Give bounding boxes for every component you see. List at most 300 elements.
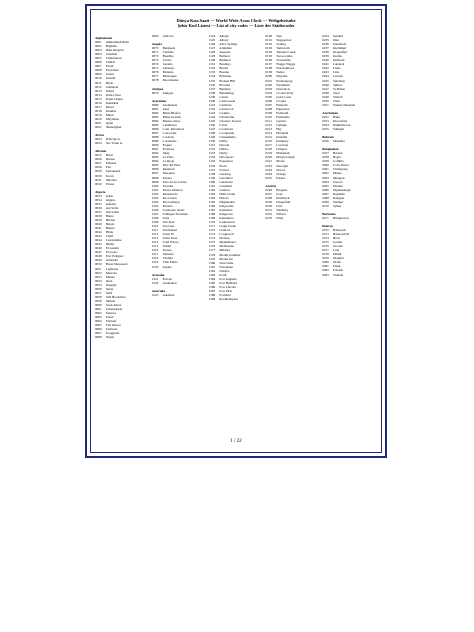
- city-name: Bejaia: [105, 222, 115, 227]
- city-code: 0215: [265, 135, 272, 140]
- city-code: 0073: [151, 58, 159, 63]
- city-name: Babruysk: [333, 228, 346, 233]
- city-code: 0227: [265, 191, 272, 196]
- city-code: 0100: [151, 183, 159, 188]
- city-code: 0221: [265, 159, 272, 164]
- city-name: Portland: [219, 293, 231, 297]
- city-code: 0033: [95, 193, 102, 198]
- city-code: 0087: [151, 130, 159, 135]
- city-code: 0166: [208, 203, 216, 208]
- city-code: 0155: [208, 159, 216, 164]
- city-code: 0094: [151, 159, 159, 164]
- city-name: Klagenfurt: [276, 199, 291, 204]
- city-code: 0211: [265, 118, 272, 123]
- city-name: Vitebsk: [332, 272, 344, 277]
- country-heading: Angola: [151, 42, 162, 47]
- city-name: Baku: [333, 114, 340, 119]
- city-name: Buenos Aires: [162, 118, 181, 123]
- city-name: Linz: [333, 70, 340, 75]
- city-name: Touggourt: [105, 331, 120, 336]
- city-name: Hay: [276, 127, 282, 132]
- city-name: Kununurra: [219, 216, 234, 221]
- city-code: 0229: [265, 199, 272, 204]
- city-name: Camooweal: [219, 98, 236, 103]
- city-code: 0093: [151, 155, 159, 160]
- city-name: Derby: [219, 151, 228, 156]
- city-code: 0068: [95, 335, 102, 340]
- city-name: Kingscote: [219, 212, 233, 217]
- city-name: Mascara: [105, 270, 117, 275]
- city-name: Meekatharra: [219, 240, 237, 245]
- city-code: 0054: [95, 278, 102, 283]
- city-code: 0170: [208, 220, 216, 225]
- city-name: Bogra: [333, 155, 342, 160]
- city-code: 0192: [265, 42, 272, 47]
- city-name: Adelaide: [162, 292, 175, 297]
- city-name: Imst: [333, 38, 339, 43]
- city-name: Baghlan: [105, 44, 117, 49]
- city-name: Broome: [219, 82, 231, 87]
- city-code: 0247: [322, 86, 329, 91]
- city-name: Moree: [276, 159, 285, 164]
- city-name: Gazni: [105, 72, 114, 77]
- city-code: 0190: [265, 34, 272, 38]
- city-name: Gympie: [276, 123, 287, 128]
- city-code: 0264: [322, 179, 329, 184]
- city-name: Barisal: [333, 151, 343, 156]
- city-code: 0130: [208, 58, 216, 63]
- city-code: 0149: [208, 135, 216, 140]
- city-name: Manama: [333, 139, 345, 144]
- city-code: 0124: [208, 34, 216, 38]
- city-name: Steyr: [333, 90, 340, 95]
- city-code: 0112: [151, 232, 159, 237]
- city-name: Dhaka: [333, 171, 342, 176]
- city-name: La Plata: [162, 155, 174, 160]
- city-name: Kitzbühel: [333, 46, 347, 51]
- city-code: 0123: [151, 292, 159, 297]
- city-code: 0248: [322, 90, 329, 95]
- city-code: 0017: [95, 104, 102, 109]
- city-code: 0222: [265, 163, 272, 168]
- city-name: Hassi Messaoud: [105, 262, 128, 267]
- city-code: 0209: [265, 110, 272, 115]
- city-code: 0023: [95, 137, 102, 142]
- city-name: Coolgardie: [219, 131, 235, 136]
- city-name: Norfolk Is.: [276, 86, 291, 91]
- city-name: Wagga Wagga: [276, 62, 296, 67]
- city-name: Baranovichi: [333, 232, 350, 237]
- city-code: 0037: [95, 209, 102, 214]
- city-code: 0031: [95, 177, 102, 182]
- city-name: Charleville: [219, 114, 235, 119]
- city-name: Alice Springs: [219, 42, 238, 47]
- city-name: Lobito: [162, 58, 172, 63]
- city-code: 0172: [208, 228, 216, 233]
- city-code: 0085: [151, 122, 159, 127]
- city-name: Farah: [105, 64, 114, 69]
- city-code: 0092: [151, 151, 159, 156]
- city-name: Leigh Creek: [219, 224, 236, 229]
- city-code: 0151: [208, 143, 216, 148]
- city-code: 0062: [95, 311, 102, 316]
- country-heading: Afghanistan: [95, 36, 113, 40]
- city-code: 0213: [265, 127, 272, 132]
- city-name: Avellaneda: [162, 102, 178, 107]
- city-code: 0184: [208, 276, 216, 281]
- city-name: Adrar: [105, 193, 114, 198]
- city-code: 0091: [151, 147, 159, 152]
- country-heading: Belarus: [322, 223, 333, 228]
- city-name: Devonport: [219, 155, 234, 160]
- city-name: Kirovabad: [333, 118, 347, 123]
- city-name: Port Augusta: [219, 276, 237, 281]
- city-name: Perth: [219, 272, 227, 277]
- city-name: Eucla: [219, 163, 227, 168]
- city-name: Saidpur: [333, 199, 344, 204]
- city-code: 0070: [151, 46, 159, 51]
- city-code: 0015: [95, 96, 102, 101]
- country-heading: Azerbaijan: [322, 110, 338, 115]
- city-code: 0074: [151, 62, 159, 67]
- city-code-column-4: [265, 34, 320, 430]
- section-spacer: [322, 107, 377, 109]
- city-name: Khulna: [333, 183, 343, 188]
- city-name: Rockhampton: [219, 297, 238, 302]
- city-name: Launceston: [219, 220, 235, 225]
- city-name: Innsbruck: [333, 42, 347, 47]
- city-code: 0267: [322, 191, 329, 196]
- city-code: 0131: [208, 62, 216, 67]
- city-code: 0135: [208, 78, 216, 83]
- city-code: 0240: [322, 58, 329, 63]
- city-code: 0144: [208, 114, 216, 119]
- city-code: 0019: [95, 112, 102, 117]
- section-spacer: [95, 186, 150, 188]
- city-code: 0128: [208, 50, 216, 55]
- city-name: Biskra: [105, 226, 115, 231]
- section-spacer: [265, 180, 320, 182]
- city-code: 0120: [151, 264, 159, 269]
- city-code: 0121: [151, 276, 159, 281]
- city-name: Maymana: [105, 116, 120, 121]
- city-name: El Asnam: [105, 246, 119, 251]
- city-name: Albury: [219, 38, 229, 43]
- city-code: 0217: [265, 143, 272, 148]
- city-code: 0204: [265, 90, 272, 95]
- city-code: 0257: [322, 151, 329, 156]
- city-code: 0225: [265, 175, 272, 180]
- city-code-column-1: [95, 34, 150, 430]
- city-name: Kalgoorlie: [219, 203, 234, 208]
- city-name: Setif: [105, 290, 113, 295]
- city-name: Kalat-i-Pakh: [105, 96, 123, 101]
- city-name: Fremantle: [276, 114, 290, 119]
- city-code: 0119: [151, 260, 159, 265]
- section-spacer: [152, 83, 207, 85]
- city-code: 0010: [95, 76, 102, 81]
- city-name: Santa Fe: [162, 232, 175, 237]
- city-name: Longreach: [219, 232, 234, 237]
- city-code: 0224: [265, 171, 272, 176]
- city-code: 0137: [208, 86, 216, 91]
- city-name: Mildura: [219, 248, 231, 253]
- city-name: Warrnambool: [276, 66, 295, 71]
- city-name: Exmouth: [276, 110, 289, 115]
- city-code: 0272: [322, 228, 329, 233]
- city-name: Leoben: [333, 74, 343, 79]
- city-code: 0258: [322, 155, 329, 160]
- city-code: 0197: [265, 62, 272, 67]
- city-code: 0200: [265, 74, 272, 79]
- city-name: Ghardaia: [105, 258, 118, 263]
- city-name: Pinsk: [333, 264, 341, 269]
- city-name: Port Hedland: [219, 280, 237, 285]
- city-name: Lismore: [219, 228, 231, 233]
- city-code-columns: [95, 34, 377, 430]
- city-name: Mymensingh: [333, 187, 351, 192]
- city-name: Gladstone: [219, 179, 233, 184]
- city-code-row: [152, 293, 207, 297]
- city-code: 0042: [95, 230, 102, 235]
- city-name: Khost: [105, 104, 114, 109]
- city-code: 0028: [95, 165, 102, 170]
- city-code: 0107: [151, 211, 159, 216]
- city-name: Augusta: [219, 50, 231, 55]
- country-heading: Austria: [265, 183, 277, 188]
- city-code: 0088: [151, 135, 159, 140]
- city-code: 0175: [208, 240, 216, 245]
- city-code: 0147: [208, 127, 216, 132]
- page-title: Dünya Kısa Saati --- World Wide Acası Clock --- Weltgebetsuhr: [176, 18, 296, 23]
- city-code: 0049: [95, 258, 102, 263]
- city-name: Neuquen: [162, 171, 175, 176]
- city-name: Charikar: [105, 52, 118, 57]
- city-name: Herat: [105, 80, 114, 85]
- city-code: 0159: [208, 175, 216, 180]
- city-name: Ain Sefra: [105, 205, 119, 210]
- city-name: Bahia Grande: [162, 114, 181, 119]
- city-code: 0134: [208, 74, 216, 79]
- city-code: 0230: [265, 203, 272, 208]
- city-code: 0181: [208, 264, 216, 269]
- city-name: Wyndham: [276, 82, 290, 87]
- city-name: Dubbo: [219, 147, 229, 152]
- city-name: Corrientes: [162, 139, 177, 144]
- city-code: 0116: [151, 248, 159, 253]
- city-code: 0078: [151, 78, 159, 83]
- city-code: 0283: [322, 272, 329, 277]
- city-name: Geraldton: [219, 175, 233, 180]
- city-code: 0271: [322, 215, 329, 220]
- city-code: 0083: [151, 114, 159, 119]
- city-name: Oran: [105, 278, 113, 283]
- city-code: 0251: [322, 102, 329, 107]
- page-inner-border: [90, 9, 382, 453]
- page-subtitle: Şehir Kod Listesi --- List of city codes --- Liste der Städtecodes: [177, 23, 295, 29]
- city-name: Jessore: [333, 179, 343, 184]
- city-name: Sao Tome is.: [105, 141, 123, 146]
- city-code: 0032: [95, 181, 102, 186]
- city-name: Puerto Madryn: [162, 187, 183, 192]
- city-code: 0263: [322, 175, 329, 180]
- city-name: Gjirokaster: [105, 169, 121, 174]
- city-code: 0101: [151, 187, 159, 192]
- city-name: Klagenfurt: [333, 50, 348, 55]
- city-code: 0210: [265, 114, 272, 119]
- city-name: Geelong: [219, 171, 231, 176]
- section-spacer: [95, 145, 150, 147]
- city-code: 0136: [208, 82, 216, 87]
- city-code: 0153: [208, 151, 216, 156]
- city-name: Tennant Creek: [276, 50, 296, 55]
- city-name: Gmünd: [333, 34, 343, 38]
- city-name: Tamanrasset: [105, 307, 123, 311]
- city-code: 0140: [208, 98, 216, 103]
- city-code: 0018: [95, 108, 102, 113]
- city-code: 0142: [208, 106, 216, 111]
- city-code: 0143: [208, 110, 216, 115]
- city-code: 0117: [151, 252, 159, 257]
- city-name: Hobart: [219, 195, 229, 200]
- city-code: 0055: [95, 282, 102, 287]
- city-name: Skikda: [105, 298, 115, 303]
- city-code: 0035: [95, 201, 102, 206]
- city-code: 0127: [208, 46, 216, 51]
- city-code: 0165: [208, 199, 216, 204]
- city-code: 0256: [322, 139, 329, 144]
- city-code: 0266: [322, 187, 329, 192]
- city-name: Albany: [219, 34, 229, 38]
- city-name: Brest: [333, 236, 340, 241]
- city-name: Tandil: [162, 244, 171, 249]
- country-heading: Antigua: [151, 86, 164, 91]
- city-name: Tebessa: [105, 311, 117, 316]
- city-code: 0067: [95, 331, 102, 336]
- city-code: 0045: [95, 242, 102, 247]
- city-name: Newcastle: [219, 260, 234, 265]
- city-code: 0075: [151, 66, 159, 71]
- city-code: 0065: [95, 323, 102, 328]
- city-name: Batna: [105, 213, 114, 218]
- city-code: 0254: [322, 122, 329, 127]
- city-name: Bahia Blanca: [162, 110, 181, 115]
- city-name: Tamworth: [276, 46, 290, 51]
- city-code: 0146: [208, 123, 216, 128]
- city-name: Bourke: [219, 70, 230, 75]
- city-name: Leninakan: [162, 280, 177, 285]
- city-code: 0048: [95, 254, 102, 259]
- city-code: 0178: [208, 252, 216, 257]
- city-code: 0182: [208, 268, 216, 273]
- city-name: Innisfail: [276, 135, 288, 140]
- city-name: Brisbane: [219, 74, 232, 79]
- city-name: Mount Gambier: [219, 252, 241, 257]
- city-name: Shkoder: [105, 177, 117, 182]
- city-code: 0148: [208, 131, 216, 136]
- country-heading: Africa: [95, 133, 104, 138]
- city-name: Com. Rivadavia: [162, 126, 185, 131]
- city-code: 0007: [95, 64, 102, 69]
- city-name: Resistencia: [162, 191, 178, 196]
- city-name: Darwin: [219, 143, 230, 148]
- city-code-row: [322, 273, 377, 277]
- city-name: Ouargla: [105, 282, 117, 287]
- city-code: 0167: [208, 208, 216, 213]
- city-name: Mocamedes: [162, 78, 179, 83]
- city-name: Erevan: [162, 276, 172, 281]
- city-code: 0063: [95, 315, 102, 320]
- city-name: Viedma: [162, 256, 173, 261]
- city-code-column-3: [209, 34, 264, 430]
- city-code: 0038: [95, 213, 102, 218]
- city-name: Goulburn: [219, 183, 233, 188]
- city-code: 0098: [151, 175, 159, 180]
- city-name: Gawler: [276, 118, 286, 123]
- city-name: Benguela: [162, 46, 176, 51]
- city-code: 0233: [265, 216, 272, 221]
- city-name: Halls Creek: [219, 191, 236, 196]
- city-name: Djelfa: [105, 242, 115, 247]
- city-name: Wiener Neustadt: [332, 102, 356, 107]
- city-code: 0262: [322, 171, 329, 176]
- city-code-row: [209, 297, 264, 301]
- section-spacer: [152, 285, 207, 287]
- city-code: 0152: [208, 147, 216, 152]
- country-heading: Bahrain: [322, 135, 334, 140]
- city-code: 0202: [265, 82, 272, 87]
- city-code: 0044: [95, 238, 102, 243]
- section-spacer: [152, 95, 207, 97]
- city-name: Concordia: [162, 130, 177, 135]
- city-code: 0238: [322, 50, 329, 55]
- city-code: 0104: [151, 199, 159, 204]
- city-name: Weipa: [276, 70, 285, 75]
- city-code: 0195: [265, 54, 272, 59]
- country-heading: Armenia: [151, 272, 165, 277]
- city-code: 0047: [95, 250, 102, 255]
- city-code: 0053: [95, 274, 102, 279]
- city-name: Cairns: [219, 94, 229, 99]
- city-name: Orange: [276, 171, 286, 176]
- city-name: Graz: [276, 191, 283, 196]
- city-name: Cunnamulla: [219, 135, 236, 140]
- city-name: Baki Khuyub: [105, 48, 124, 53]
- city-name: Cox's Bazar: [333, 163, 349, 168]
- city-name: Luanda: [162, 62, 173, 67]
- city-code: 0219: [265, 151, 272, 156]
- city-name: Jujuy: [162, 151, 170, 156]
- city-name: Mazar: [105, 112, 115, 117]
- city-code: 0185: [208, 280, 216, 285]
- page-header: [91, 10, 381, 29]
- city-code: 0281: [322, 264, 329, 269]
- city-name: Principe is.: [105, 137, 121, 142]
- city-code: 0097: [151, 171, 159, 176]
- city-code: 0168: [208, 212, 216, 217]
- city-code: 0259: [322, 159, 329, 164]
- city-name: Port Pirie: [219, 288, 232, 293]
- city-name: Sheberghan: [105, 125, 122, 130]
- city-name: San Luis: [162, 224, 175, 229]
- city-code: 0245: [322, 78, 329, 83]
- city-name: Laghouat: [105, 266, 119, 271]
- city-name: Mendoza: [162, 167, 175, 172]
- city-name: Saida: [105, 286, 114, 291]
- city-name: Bundaberg: [219, 90, 234, 95]
- city-code: 0176: [208, 244, 216, 249]
- city-code: 0064: [95, 319, 102, 324]
